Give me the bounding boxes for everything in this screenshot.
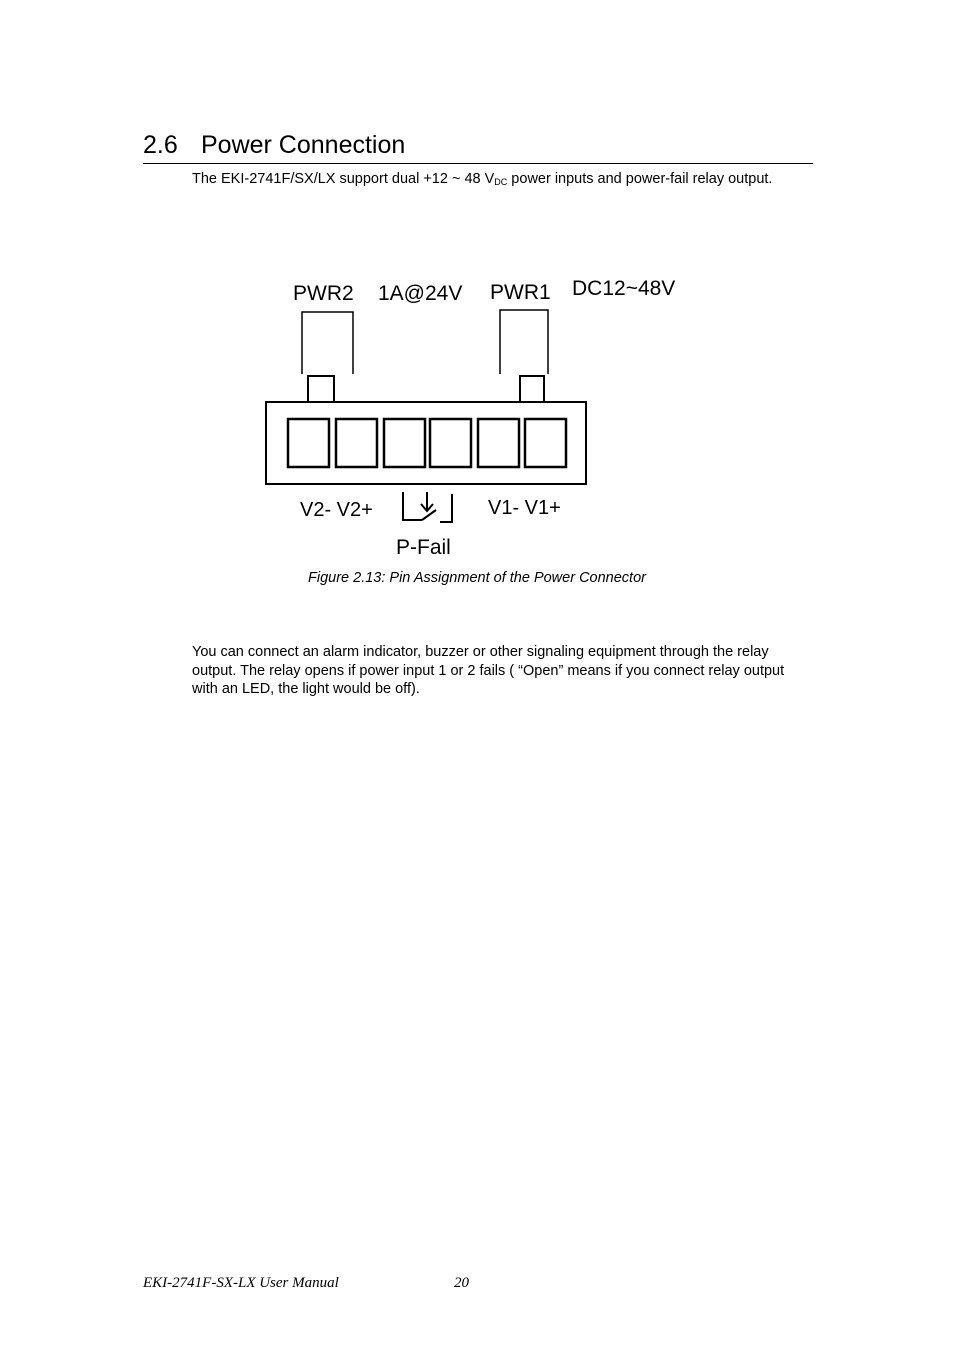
v2-label: V2- V2+ [300,499,373,521]
intro-text: The EKI-2741F/SX/LX support dual +12 ~ 48 V [192,171,495,187]
terminal-4 [430,419,471,467]
rating-label: 1A@24V [378,282,463,305]
pwr1-tab [520,376,544,402]
pwr2-tab [308,376,334,402]
power-connector-diagram [250,262,730,562]
v1-label: V1- V1+ [488,497,561,519]
figure-caption: Figure 2.13: Pin Assignment of the Power Connector [308,570,646,586]
terminal-1 [288,419,329,467]
voltage-label: DC12~48V [572,277,676,300]
pfail-label: P-Fail [396,536,451,559]
terminal-2 [336,419,377,467]
intro-text-end: power inputs and power-fail relay output. [507,171,773,187]
intro-subscript: DC [494,177,508,187]
terminal-3 [384,419,425,467]
section-heading [143,130,813,164]
terminal-5 [478,419,519,467]
pwr2-bracket [302,312,353,374]
intro-paragraph [192,170,807,192]
pwr1-label: PWR1 [490,281,551,304]
pwr2-label: PWR2 [293,282,354,305]
section-number: 2.6 [143,131,178,159]
pwr1-bracket [500,310,548,374]
relay-switch-icon [403,492,452,522]
section-title: Power Connection [201,131,406,159]
relay-paragraph: You can connect an alarm indicator, buzzer or other signaling equipment through the relay output. The relay opens if power input 1 or 2 fails ( “Open” means if you connect relay output with an LED, the light would be off). [192,644,785,697]
terminal-6 [525,419,566,467]
footer-manual-title: EKI-2741F-SX-LX User Manual [143,1275,339,1291]
footer-page-number: 20 [454,1275,469,1291]
